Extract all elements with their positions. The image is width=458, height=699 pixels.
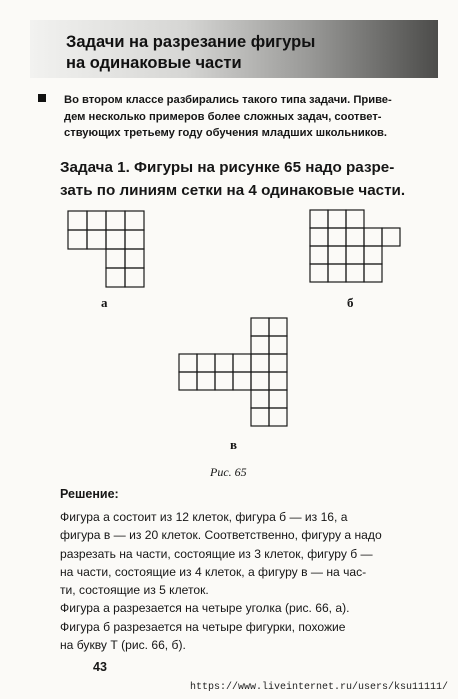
grid-cell <box>251 336 269 354</box>
section-title-line-1: Задачи на разрезание фигуры <box>66 33 316 51</box>
grid-cell <box>269 318 287 336</box>
grid-cell <box>215 354 233 372</box>
watermark-url: https://www.liveinternet.ru/users/ksu11111/ <box>190 682 449 693</box>
grid-cell <box>197 372 215 390</box>
grid-cell <box>251 372 269 390</box>
solution-line: на букву Т (рис. 66, б). <box>60 638 186 653</box>
solution-line: Фигура б разрезается на четыре фигурки, похожие <box>60 619 346 634</box>
solution-line: разрезать на части, состоящие из 3 клеток, фигуру б — <box>60 546 373 561</box>
grid-cell <box>179 354 197 372</box>
section-title-line-2: на одинаковые части <box>66 54 242 72</box>
solution-line: на части, состоящие из 4 клеток, а фигуру в — на час- <box>60 564 367 579</box>
grid-cell <box>269 336 287 354</box>
figure-a-label: а <box>101 295 108 310</box>
grid-cell <box>197 354 215 372</box>
grid-cell <box>251 408 269 426</box>
task-line-2: зать по линиям сетки на 4 одинаковые части. <box>60 182 406 199</box>
grid-cell <box>269 372 287 390</box>
task-line-1: Задача 1. Фигуры на рисунке 65 надо разре- <box>60 159 395 176</box>
grid-cell <box>251 390 269 408</box>
page-number: 43 <box>93 660 107 674</box>
grid-cell <box>233 372 251 390</box>
figure-b-label: б <box>347 295 354 310</box>
solution-text <box>60 508 440 654</box>
figure-c-label: в <box>230 437 238 452</box>
intro-line-2: дем несколько примеров более сложных задач, соответ- <box>64 110 382 123</box>
grid-cell <box>269 408 287 426</box>
solution-line: ти, состоящие из 5 клеток. <box>60 583 209 598</box>
intro-line-3: ствующих третьему году обучения младших школьников. <box>64 127 388 139</box>
grid-cell <box>179 372 197 390</box>
grid-cell <box>215 372 233 390</box>
intro-line-1: Во втором классе разбирались такого типа задачи. Приве- <box>64 94 392 106</box>
solution-line: Фигура а состоит из 12 клеток, фигура б — из 16, а <box>60 510 348 524</box>
grid-cell <box>251 354 269 372</box>
grid-cell <box>251 318 269 336</box>
solution-line: Фигура а разрезается на четыре уголка (рис. 66, а). <box>60 601 350 616</box>
grid-cell <box>269 354 287 372</box>
grid-cell <box>269 390 287 408</box>
solution-line: фигура в — из 20 клеток. Соответственно, фигуру а надо <box>60 528 382 543</box>
grid-cell <box>233 354 251 372</box>
solution-heading: Решение: <box>60 487 119 501</box>
figure-caption: Рис. 65 <box>210 465 247 479</box>
